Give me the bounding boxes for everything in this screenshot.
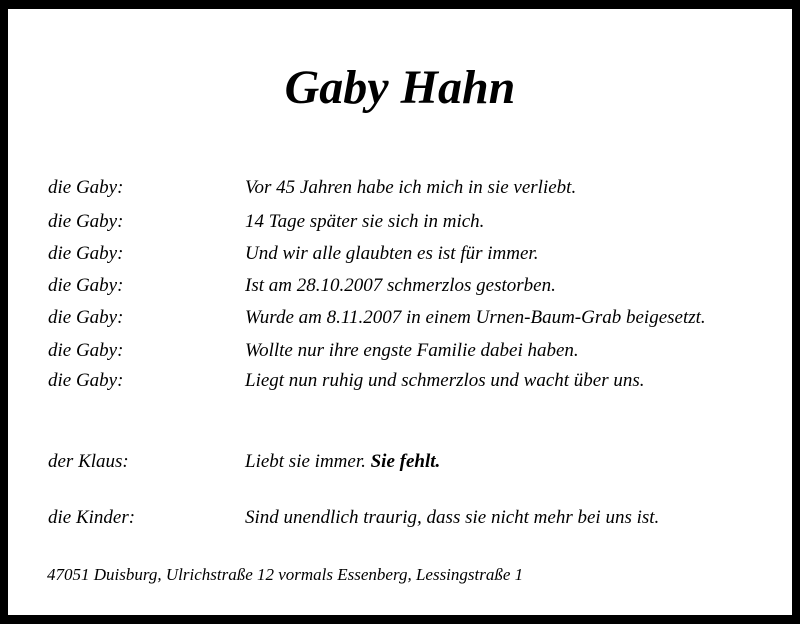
klaus-emphasis: Sie fehlt. [370, 451, 441, 472]
statement-subject: die Kinder: [48, 507, 136, 528]
address-line: 47051 Duisburg, Ulrichstraße 12 vormals Essenberg, Lessingstraße 1 [47, 565, 524, 584]
statement-row-1 [0, 175, 800, 201]
statement-text: Wurde am 8.11.2007 in einem Urnen-Baum-Grab beigesetzt. [245, 307, 706, 328]
statement-text: Vor 45 Jahren habe ich mich in sie verliebt. [245, 177, 577, 198]
statement-subject: die Gaby: [48, 370, 124, 391]
statement-subject: die Gaby: [48, 275, 124, 296]
statement-text: Wollte nur ihre engste Familie dabei haben. [245, 340, 579, 361]
statement-row-2 [0, 209, 800, 235]
statement-subject: die Gaby: [48, 340, 124, 361]
statement-text: Sind unendlich traurig, dass sie nicht mehr bei uns ist. [245, 507, 660, 528]
statement-text: Ist am 28.10.2007 schmerzlos gestorben. [245, 275, 556, 296]
statement-row-5 [0, 305, 800, 331]
statement-subject: der Klaus: [48, 451, 129, 472]
statement-text: Und wir alle glaubten es ist für immer. [245, 243, 539, 264]
kinder-row [0, 505, 800, 531]
statement-subject: die Gaby: [48, 243, 124, 264]
statement-row-7 [0, 368, 800, 394]
klaus-text: Liebt sie immer. [245, 451, 366, 472]
statement-subject: die Gaby: [48, 211, 124, 232]
statement-row-6 [0, 338, 800, 364]
statement-text: 14 Tage später sie sich in mich. [245, 211, 485, 232]
statement-subject: die Gaby: [48, 307, 124, 328]
statement-row-3 [0, 241, 800, 267]
statement-text [245, 449, 440, 475]
statement-row-4 [0, 273, 800, 299]
deceased-name: Gaby Hahn [284, 61, 516, 114]
statement-text: Liegt nun ruhig und schmerzlos und wacht über uns. [245, 370, 645, 391]
klaus-row [0, 449, 800, 475]
statement-subject: die Gaby: [48, 177, 124, 198]
